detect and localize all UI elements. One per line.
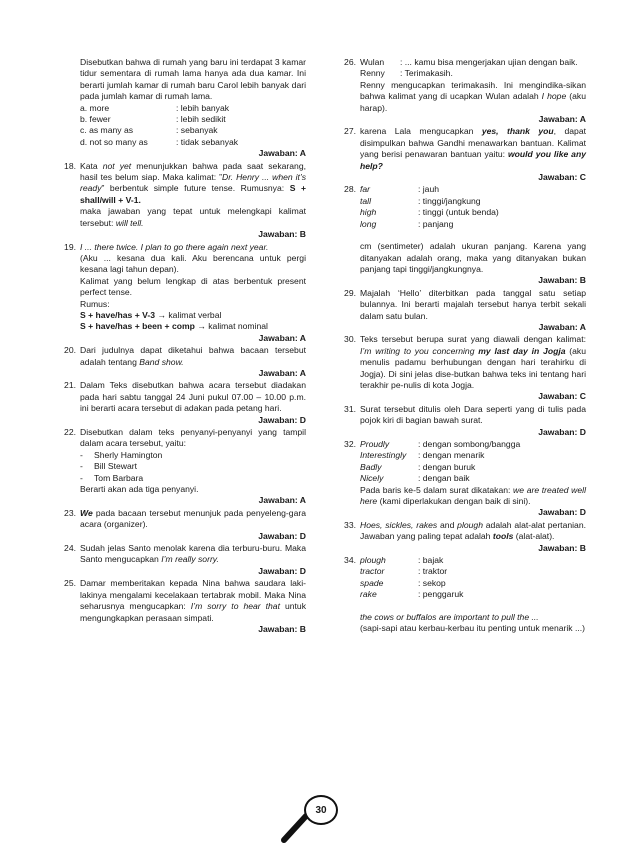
question-text: Surat tersebut ditulis oleh Dara seperti yang di tulis pada pojok kiri di bagian bawah surat. [360, 403, 586, 426]
question-text: Disebutkan dalam teks penyanyi-penyanyi yang tampil dalam acara tersebut, yaitu: [80, 427, 306, 449]
answer-label: Jawaban: D [258, 565, 306, 576]
question-number: 21. [64, 380, 76, 391]
vocab-row: spade : sekop [360, 577, 446, 588]
right-column [332, 57, 586, 636]
question-text: Majalah ‘Hello’ diterbitkan pada tanggal satu setiap bulannya. Ini berarti majalah tersebut hanya terbit sekali dalam satu bulan. [360, 287, 586, 321]
question-text: Berarti akan ada tiga penyanyi. [80, 484, 199, 495]
question-text: Kata not yet menunjukkan bahwa pada saat sekarang, hasil tes belum siap. Maka kalimat: ”Dr. Henry ... when it’s ready” berbentuk simple future tense. Rumusnya: S + shall/will + V-1. [80, 160, 307, 205]
formula-verbal: S + have/has + V-3 → kalimat verbal [80, 309, 222, 320]
question-31 [332, 404, 586, 438]
answer-label: Jawaban: B [538, 275, 586, 286]
question-32 [332, 439, 586, 519]
question-number: 27. [344, 126, 356, 137]
answer-label: Jawaban: D [538, 507, 586, 518]
answer-label: Jawaban: B [258, 229, 306, 240]
question-text: Dalam Teks disebutkan bahwa acara tersebut diadakan pada hari sabtu tanggal 24 Juni pukul 07.00 – 10.00 p.m. ini berarti acara tersebut di adakan pada petang hari. [80, 380, 306, 414]
answer-label: Jawaban: A [258, 495, 306, 506]
option-row: b. fewer : lebih sedikit [80, 114, 226, 125]
question-28 [332, 184, 586, 286]
question-number: 31. [344, 403, 356, 414]
vocab-row: Badly : dengan buruk [360, 461, 476, 472]
answer-label: Jawaban: A [538, 114, 586, 125]
vocab-row: high : tinggi (untuk benda) [360, 207, 499, 218]
question-text: Pada baris ke-5 dalam surat dikatakan: we are treated well here (kami diperlakukan dengan baik di sini). [360, 484, 586, 507]
question-30 [332, 334, 586, 402]
answer-label: Jawaban: D [258, 414, 306, 425]
dialog-line: Wulan : ... kamu bisa mengerjakan ujian dengan baik. [360, 57, 578, 67]
question-34 [332, 555, 586, 634]
question-number: 30. [344, 334, 356, 345]
question-text: Kalimat yang belum lengkap di atas berbentuk present perfect tense. [80, 275, 306, 298]
answer-label: Jawaban: A [538, 321, 586, 332]
option-row: c. as many as : sebanyak [80, 125, 218, 136]
list-item: - Bill Stewart [80, 461, 137, 472]
question-number: 33. [344, 519, 356, 530]
question-25 [52, 578, 306, 635]
question-text: Dari judulnya dapat diketahui bahwa bacaan tersebut adalah tentang Band show. [80, 345, 306, 367]
vocab-row: long : panjang [360, 218, 454, 229]
question-text: Renny mengucapkan terimakasih. Ini mengindika-sikan bahwa kalimat yang di ucapkan Wulan adalah I hope (aku harap). [360, 79, 586, 113]
option-row: d. not so many as : tidak sebanyak [80, 136, 239, 147]
answer-label: Jawaban: A [258, 148, 306, 159]
question-21 [52, 380, 306, 426]
question-text: cm (sentimeter) adalah ukuran panjang. Karena yang ditanyakan adalah orang, maka yang ditanyakan bukan panjang tapi tinggi/jangkungnya. [360, 241, 586, 274]
question-number: 23. [64, 507, 76, 518]
vocab-row: tall : tinggi/jangkung [360, 195, 481, 206]
question-text: maka jawaban yang tepat untuk melengkapi kalimat tersebut: will tell. [80, 206, 306, 228]
translation: (Aku ... kesana dua kali. Aku berencana untuk pergi kesana lagi tahun depan). [80, 252, 306, 275]
question-text: Hoes, sickles, rakes and plough adalah alat-alat pertanian. Jawaban yang paling tepat adalah tools (alat-alat). [360, 519, 586, 542]
vocab-row: far : jauh [360, 184, 440, 195]
vocab-row: Interestingly : dengan menarik [360, 450, 485, 461]
question-number: 24. [64, 543, 76, 554]
question-number: 26. [344, 57, 356, 67]
question-text: We pada bacaan tersebut menunjuk pada penyeleng-gara acara (organizer). [80, 507, 306, 530]
question-text: karena Lala mengucapkan yes, thank you, dapat disimpulkan bahwa Gandhi menawarkan bantuan. Kalimat yang berisi penawaran bantuan yaitu: would you like any help? [360, 126, 586, 171]
question-27 [332, 126, 586, 183]
vocab-row: Nicely : dengan baik [360, 473, 470, 484]
answer-label: Jawaban: C [538, 391, 586, 402]
answer-label: Jawaban: A [258, 332, 306, 343]
example-sentence: I ... there twice. I plan to go there again next year. [80, 241, 269, 252]
option-row: a. more : lebih banyak [80, 102, 230, 113]
question-number: 29. [344, 287, 356, 298]
question-24 [52, 543, 306, 577]
question-23 [52, 508, 306, 542]
answer-label: Jawaban: D [538, 426, 586, 437]
question-text: Teks tersebut berupa surat yang diawali dengan kalimat: I’m writing to you concerning my last day in Jogja (aku menulis padamu berhubungan dengan hari terahirku di Jogja). Di sini jelas dise-butkan bahwa teks ini tentang hari terakhir pe-nulis di kota Jogja. [360, 334, 587, 390]
answer-label: Jawaban: B [258, 623, 306, 634]
vocab-row: Proudly : dengan sombong/bangga [360, 439, 521, 449]
question-20 [52, 345, 306, 379]
page-number: 30 [304, 795, 338, 825]
question-number: 18. [64, 160, 76, 171]
question-text: Sudah jelas Santo menolak karena dia terburu-buru. Maka Santo mengucapkan I’m really sorry. [80, 543, 306, 565]
left-column [52, 57, 306, 636]
dialog-line: Renny : Terimakasih. [360, 68, 453, 79]
answer-label: Jawaban: B [538, 542, 586, 553]
example-sentence: the cows or buffalos are important to pull the ... [360, 611, 539, 622]
vocab-row: rake : penggaruk [360, 589, 464, 600]
list-item: - Tom Barbara [80, 472, 144, 483]
question-29 [332, 288, 586, 334]
q17-explanation: Disebutkan bahwa di rumah yang baru ini terdapat 3 kamar tidur sementara di rumah lama hanya ada dua kamar. Ini berarti jumlah kamar di rumah baru Carol lebih banyak dari pada jumlah kamar di rumah lama. [80, 57, 306, 102]
question-33 [332, 520, 586, 554]
formula-heading: Rumus: [80, 298, 110, 309]
question-19 [52, 242, 306, 345]
question-22 [52, 427, 306, 507]
answer-label: Jawaban: C [538, 172, 586, 183]
translation: (sapi-sapi atau kerbau-kerbau itu penting untuk menarik ...) [360, 623, 585, 634]
question-number: 34. [344, 555, 356, 566]
answer-label: Jawaban: D [258, 530, 306, 541]
question-26 [332, 57, 586, 125]
vocab-row: plough : bajak [360, 555, 444, 566]
question-text: Damar memberitakan kepada Nina bahwa saudara laki-lakinya mengalami kecelakaan tertabrak mobil. Maka Nina seharusnya mengucapkan: I’m sorry to hear that untuk mengungkapkan perasaan simpati. [80, 578, 306, 623]
question-number: 25. [64, 578, 76, 589]
question-number: 22. [64, 427, 76, 437]
list-item: - Sherly Hamington [80, 449, 163, 460]
question-18 [52, 161, 306, 241]
formula-nominal: S + have/has + been + comp → kalimat nominal [80, 321, 268, 332]
question-number: 19. [64, 241, 76, 252]
q17-continuation [52, 57, 306, 160]
question-number: 32. [344, 439, 356, 449]
question-number: 28. [344, 184, 356, 195]
answer-label: Jawaban: A [258, 367, 306, 378]
question-number: 20. [64, 345, 76, 356]
vocab-row: tractor : traktor [360, 566, 448, 577]
